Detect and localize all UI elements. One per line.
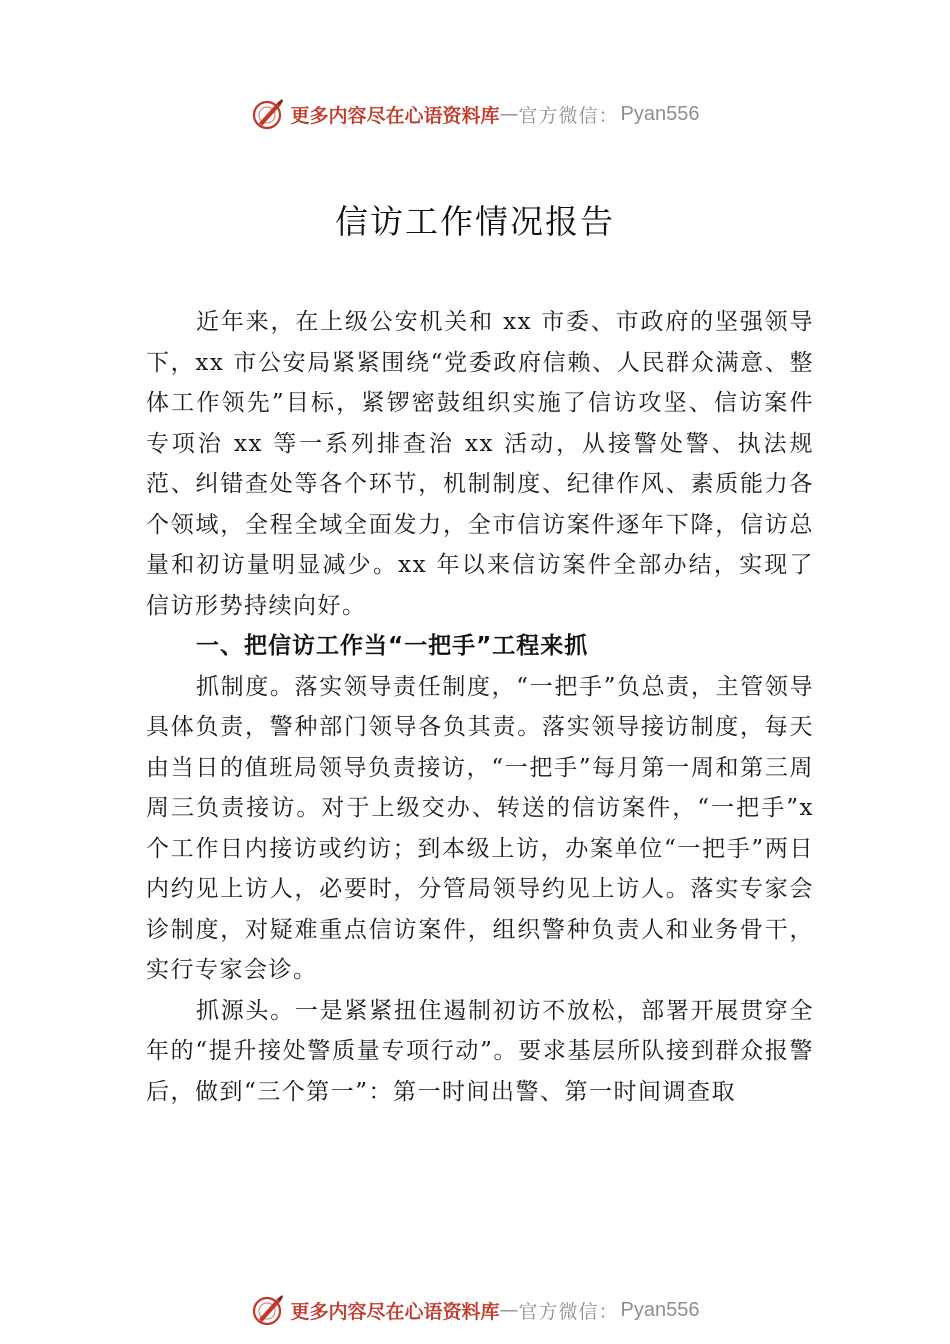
- brush-logo-icon: [251, 1293, 285, 1327]
- watermark-handle: Pyan556: [620, 102, 700, 125]
- watermark-handle: Pyan556: [620, 1298, 700, 1321]
- watermark-banner-bottom: [0, 1290, 950, 1330]
- document-body: [146, 302, 814, 1112]
- paragraph-intro: 近年来，在上级公安机关和 xx 市委、市政府的坚强领导下，xx 市公安局紧紧围绕“党委政府信赖、人民群众满意、整体工作领先”目标，紧锣密鼓组织实施了信访攻坚、信访案件专项治 xx 等一系列排查治 xx 活动，从接警处警、执法规范、纠错查处等各个环节，机制制度、纪律作风、素质能力各个领域，全程全域全面发力，全市信访案件逐年下降，信访总量和初访量明显减少。xx 年以来信访案件全部办结，实现了信访形势持续向好。: [146, 309, 814, 619]
- brush-logo-icon: [251, 97, 285, 131]
- paragraph-source: 抓源头。一是紧紧扭住遏制初访不放松，部署开展贯穿全年的“提升接处警质量专项行动”。要求基层所队接到群众报警后，做到“三个第一”：第一时间出警、第一时间调查取: [146, 997, 814, 1105]
- document-title: 信访工作情况报告: [335, 202, 615, 241]
- paragraph-system: 抓制度。落实领导责任制度，“一把手”负总责，主管领导具体负责，警种部门领导各负其责。落实领导接访制度，每天由当日的值班局领导负责接访，“一把手”每月第一周和第三周周三负责接访。对于上级交办、转送的信访案件，“一把手”x 个工作日内接访或约访；到本级上访，办案单位“一把手”两日内约见上访人，必要时，分管局领导约见上访人。落实专家会诊制度，对疑难重点信访案件，组织警种负责人和业务骨干，实行专家会诊。: [146, 673, 814, 983]
- watermark-brand: 更多内容尽在心语资料库: [290, 1300, 500, 1323]
- watermark-contact-label: 官方微信：: [518, 1300, 619, 1323]
- watermark-contact-label: 官方微信：: [518, 104, 619, 127]
- watermark-brand: 更多内容尽在心语资料库: [290, 104, 500, 127]
- watermark-separator: —: [499, 103, 519, 125]
- section-heading-1: 一、把信访工作当“一把手”工程来抓: [196, 633, 589, 659]
- watermark-separator: —: [499, 1299, 519, 1321]
- watermark-banner-top: [0, 94, 950, 134]
